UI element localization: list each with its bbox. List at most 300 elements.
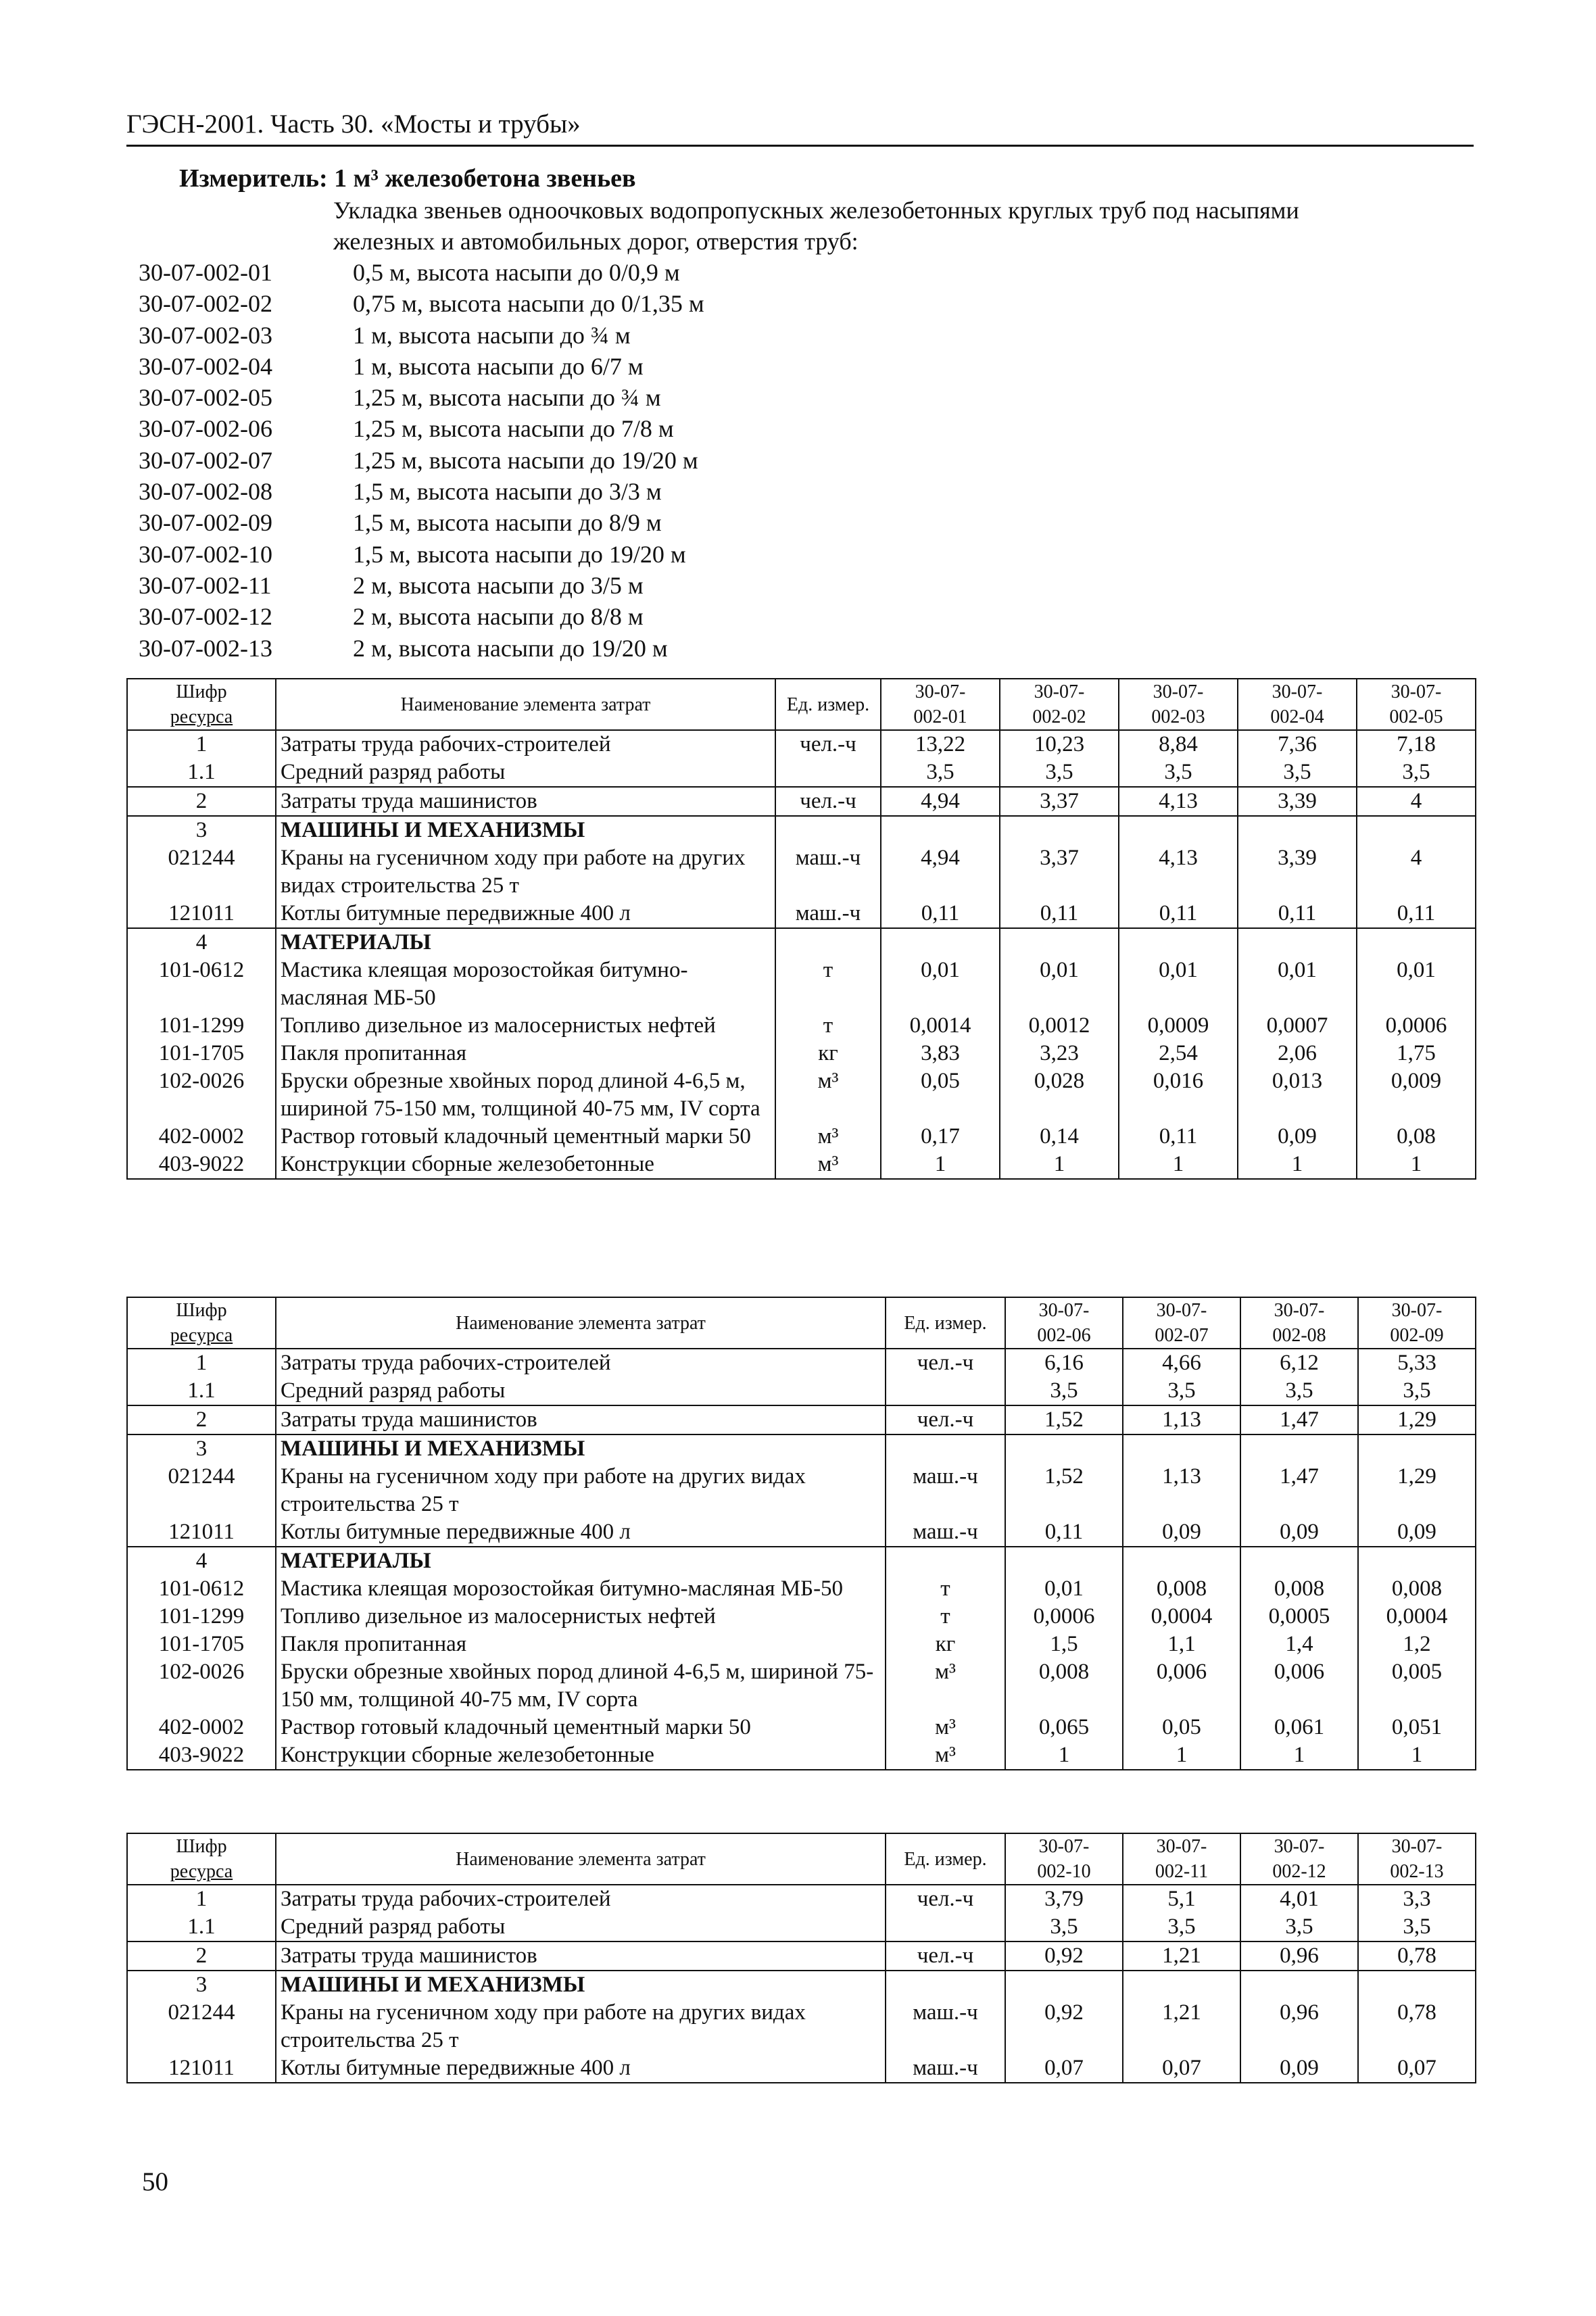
resource-code-cell: 101-1299 <box>127 1603 276 1631</box>
norm-value-cell: 3,5 <box>1119 758 1238 787</box>
norm-column-code-line2: 002-01 <box>913 706 967 727</box>
norm-value-cell: 3,23 <box>1000 1040 1119 1067</box>
norm-value-cell: 0,11 <box>1119 1123 1238 1151</box>
norm-value-cell: 1,75 <box>1357 1040 1476 1067</box>
header-code-line1: Шифр <box>176 681 227 702</box>
norm-table-3 <box>126 1833 1476 2083</box>
norm-value-cell: 3,39 <box>1238 844 1357 900</box>
norm-value-cell: 0,09 <box>1240 2054 1358 2083</box>
norm-value-cell: 0,006 <box>1123 1658 1240 1714</box>
norm-value-cell: 1,21 <box>1123 1999 1240 2054</box>
table-row <box>127 957 1476 1012</box>
norm-value-cell: 1 <box>1119 1151 1238 1179</box>
norm-column-code-line2: 002-08 <box>1272 1325 1326 1346</box>
norm-item-code: 30-07-002-08 <box>139 478 272 506</box>
norm-value-cell: 0,11 <box>881 900 1000 928</box>
table-row <box>127 1151 1476 1179</box>
resource-code-cell: 403-9022 <box>127 1741 276 1770</box>
norm-value-cell: 3,37 <box>1000 787 1119 816</box>
norm-item-code: 30-07-002-05 <box>139 384 272 412</box>
norm-value-cell: 0,96 <box>1240 1941 1358 1971</box>
norm-value-cell: 1,52 <box>1005 1405 1123 1434</box>
unit-cell: кг <box>775 1040 881 1067</box>
table-row <box>127 1941 1476 1971</box>
norm-value-cell: 3,5 <box>1123 1913 1240 1941</box>
norm-value-cell: 1 <box>1358 1741 1476 1770</box>
norm-column-code-line2: 002-09 <box>1390 1325 1444 1346</box>
norm-value-cell: 2,54 <box>1119 1040 1238 1067</box>
resource-code-cell: 121011 <box>127 2054 276 2083</box>
cost-element-name-cell: Средний разряд работы <box>276 1377 886 1405</box>
resource-code-cell: 101-0612 <box>127 1575 276 1603</box>
header-norm-column <box>1119 679 1238 730</box>
norm-item <box>139 351 815 382</box>
cost-element-name-cell: Топливо дизельное из малосернистых нефтей <box>276 1603 886 1631</box>
norm-table-1 <box>126 678 1476 1180</box>
resource-code-cell: 101-1705 <box>127 1040 276 1067</box>
norm-value-cell: 0,065 <box>1005 1714 1123 1741</box>
header-cost-element-name: Наименование элемента затрат <box>276 1297 886 1349</box>
cost-element-name-cell: Средний разряд работы <box>276 1913 886 1941</box>
norm-value-cell <box>1240 1971 1358 1999</box>
norm-value-cell: 3,5 <box>1238 758 1357 787</box>
norm-column-code-line1: 30-07- <box>1038 1300 1090 1321</box>
header-norm-column <box>1123 1297 1240 1349</box>
norm-value-cell: 5,33 <box>1358 1349 1476 1377</box>
norm-column-code-line1: 30-07- <box>1272 681 1323 702</box>
header-cost-element-name: Наименование элемента затрат <box>276 1833 886 1885</box>
norm-column-code-line2: 002-12 <box>1272 1861 1326 1882</box>
table-row <box>127 928 1476 957</box>
cost-element-name-cell: Бруски обрезные хвойных пород длиной 4-6,5 м, шириной 75-150 мм, толщиной 40-75 мм, IV сорта <box>276 1658 886 1714</box>
norm-value-cell: 0,07 <box>1123 2054 1240 2083</box>
norm-value-cell: 0,0009 <box>1119 1012 1238 1040</box>
unit-cell: м³ <box>775 1123 881 1151</box>
resource-code-cell: 403-9022 <box>127 1151 276 1179</box>
cost-element-name-cell: Конструкции сборные железобетонные <box>276 1741 886 1770</box>
norm-value-cell: 0,008 <box>1005 1658 1123 1714</box>
table-row <box>127 787 1476 816</box>
resource-code-cell: 101-1705 <box>127 1631 276 1658</box>
norm-column-code-line1: 30-07- <box>1156 1300 1207 1321</box>
resource-code-cell: 1.1 <box>127 758 276 787</box>
norm-value-cell: 0,92 <box>1005 1941 1123 1971</box>
resource-code-cell: 2 <box>127 787 276 816</box>
norm-item <box>139 320 815 351</box>
norm-value-cell <box>1005 1547 1123 1575</box>
unit-cell <box>775 758 881 787</box>
norm-value-cell: 1,21 <box>1123 1941 1240 1971</box>
norm-value-cell: 0,013 <box>1238 1067 1357 1123</box>
unit-cell: кг <box>886 1631 1005 1658</box>
cost-element-name-cell: МАТЕРИАЛЫ <box>276 1547 886 1575</box>
description-line-1: Укладка звеньев одноочковых водопропускных железобетонных круглых труб под насыпями <box>333 197 1299 224</box>
cost-element-name-cell: МАШИНЫ И МЕХАНИЗМЫ <box>276 1971 886 1999</box>
norm-value-cell: 0,11 <box>1000 900 1119 928</box>
unit-cell: м³ <box>886 1741 1005 1770</box>
unit-cell: чел.-ч <box>775 787 881 816</box>
norm-value-cell: 3,3 <box>1358 1885 1476 1913</box>
norm-item-text: 2 м, высота насыпи до 8/8 м <box>353 603 644 631</box>
norm-value-cell <box>1005 1434 1123 1463</box>
norm-value-cell: 0,78 <box>1358 1941 1476 1971</box>
norm-column-code-line2: 002-07 <box>1155 1325 1209 1346</box>
norm-column-code-line1: 30-07- <box>1038 1836 1090 1857</box>
resource-code-cell: 1.1 <box>127 1913 276 1941</box>
norm-column-code-line1: 30-07- <box>1156 1836 1207 1857</box>
resource-code-cell: 021244 <box>127 1463 276 1518</box>
unit-cell: м³ <box>775 1067 881 1123</box>
norm-value-cell: 1 <box>1238 1151 1357 1179</box>
norm-table-2 <box>126 1297 1476 1770</box>
page-number: 50 <box>142 2167 168 2196</box>
cost-element-name-cell: Краны на гусеничном ходу при работе на других видах строительства 25 т <box>276 844 775 900</box>
header-norm-column <box>1358 1833 1476 1885</box>
header-code-line2: ресурса <box>170 1861 233 1882</box>
norm-value-cell: 0,05 <box>881 1067 1000 1123</box>
resource-code-cell: 102-0026 <box>127 1067 276 1123</box>
norm-value-cell: 0,09 <box>1240 1518 1358 1547</box>
cost-element-name-cell: Затраты труда рабочих-строителей <box>276 730 775 758</box>
cost-element-name-cell: Затраты труда машинистов <box>276 1405 886 1434</box>
work-description <box>333 195 1476 257</box>
document-title: ГЭСН-2001. Часть 30. «Мосты и трубы» <box>126 110 581 139</box>
norm-value-cell: 3,5 <box>1357 758 1476 787</box>
norm-table-1-body <box>127 730 1476 1179</box>
norm-value-cell <box>881 816 1000 844</box>
norm-value-cell: 0,008 <box>1358 1575 1476 1603</box>
norm-value-cell: 1,47 <box>1240 1405 1358 1434</box>
table-row <box>127 1434 1476 1463</box>
header-norm-column <box>1240 1833 1358 1885</box>
cost-element-name-cell: МАШИНЫ И МЕХАНИЗМЫ <box>276 816 775 844</box>
norm-value-cell: 0,009 <box>1357 1067 1476 1123</box>
norm-item-text: 1 м, высота насыпи до ¾ м <box>353 321 631 349</box>
header-norm-column <box>1238 679 1357 730</box>
description-line-2: железных и автомобильных дорог, отверстия труб: <box>333 228 859 255</box>
resource-code-cell: 021244 <box>127 1999 276 2054</box>
norm-item-text: 1,25 м, высота насыпи до ¾ м <box>353 384 661 412</box>
norm-value-cell: 0,0014 <box>881 1012 1000 1040</box>
cost-element-name-cell: Котлы битумные передвижные 400 л <box>276 900 775 928</box>
norm-value-cell: 0,0006 <box>1357 1012 1476 1040</box>
unit-cell <box>886 1971 1005 1999</box>
resource-code-cell: 1 <box>127 730 276 758</box>
norm-item <box>139 539 815 570</box>
norm-value-cell: 0,07 <box>1358 2054 1476 2083</box>
resource-code-cell: 1 <box>127 1349 276 1377</box>
header-code-line1: Шифр <box>176 1300 227 1321</box>
unit-cell: т <box>775 1012 881 1040</box>
table-row <box>127 730 1476 758</box>
cost-element-name-cell: Затраты труда машинистов <box>276 787 775 816</box>
norm-value-cell: 0,11 <box>1119 900 1238 928</box>
norm-column-code-line2: 002-04 <box>1270 706 1324 727</box>
norm-value-cell <box>1358 1971 1476 1999</box>
norm-value-cell: 3,5 <box>1005 1377 1123 1405</box>
norm-value-cell: 0,051 <box>1358 1714 1476 1741</box>
norm-item-code: 30-07-002-13 <box>139 634 272 662</box>
cost-element-name-cell: Затраты труда рабочих-строителей <box>276 1885 886 1913</box>
table-row <box>127 1999 1476 2054</box>
unit-cell: м³ <box>886 1658 1005 1714</box>
norm-value-cell: 0,92 <box>1005 1999 1123 2054</box>
norm-value-cell: 0,11 <box>1238 900 1357 928</box>
norm-value-cell: 1 <box>1123 1741 1240 1770</box>
header-code-line2: ресурса <box>170 1325 233 1346</box>
unit-cell <box>886 1913 1005 1941</box>
norm-value-cell: 0,11 <box>1005 1518 1123 1547</box>
header-resource-code <box>127 1297 276 1349</box>
norm-value-cell <box>1357 816 1476 844</box>
resource-code-cell: 021244 <box>127 844 276 900</box>
table-row <box>127 900 1476 928</box>
header-code-line1: Шифр <box>176 1836 227 1857</box>
cost-element-name-cell: Мастика клеящая морозостойкая битумно-масляная МБ-50 <box>276 1575 886 1603</box>
unit-cell: м³ <box>886 1714 1005 1741</box>
norm-item <box>139 382 815 413</box>
table-row <box>127 758 1476 787</box>
resource-code-cell: 402-0002 <box>127 1123 276 1151</box>
norm-column-code-line1: 30-07- <box>1274 1300 1325 1321</box>
norm-value-cell: 0,0004 <box>1123 1603 1240 1631</box>
norm-item-code: 30-07-002-09 <box>139 509 272 537</box>
norm-value-cell <box>1000 816 1119 844</box>
norm-value-cell: 0,0007 <box>1238 1012 1357 1040</box>
unit-cell: т <box>886 1603 1005 1631</box>
norm-value-cell <box>881 928 1000 957</box>
norm-value-cell: 0,028 <box>1000 1067 1119 1123</box>
unit-cell: чел.-ч <box>886 1349 1005 1377</box>
header-unit: Ед. измер. <box>886 1297 1005 1349</box>
norm-value-cell <box>1238 816 1357 844</box>
norm-value-cell: 0,005 <box>1358 1658 1476 1714</box>
norm-value-cell: 1,29 <box>1358 1405 1476 1434</box>
cost-element-name-cell: Пакля пропитанная <box>276 1631 886 1658</box>
norm-value-cell: 6,12 <box>1240 1349 1358 1377</box>
resource-code-cell: 3 <box>127 816 276 844</box>
norm-item <box>139 257 815 288</box>
norm-value-cell: 5,1 <box>1123 1885 1240 1913</box>
norm-table-3-header <box>127 1833 1476 1885</box>
resource-code-cell: 3 <box>127 1434 276 1463</box>
norm-value-cell <box>1358 1434 1476 1463</box>
norm-value-cell: 1,52 <box>1005 1463 1123 1518</box>
norm-value-cell: 10,23 <box>1000 730 1119 758</box>
norm-value-cell: 1,4 <box>1240 1631 1358 1658</box>
norm-item-text: 1,5 м, высота насыпи до 3/3 м <box>353 478 662 506</box>
norm-item-code: 30-07-002-04 <box>139 352 272 380</box>
norm-column-code-line1: 30-07- <box>1391 681 1442 702</box>
norm-table-2-header <box>127 1297 1476 1349</box>
page-header <box>126 108 1474 147</box>
norm-value-cell: 0,14 <box>1000 1123 1119 1151</box>
measure-unit-line: Измеритель: 1 м³ железобетона звеньев <box>179 164 636 193</box>
table-row <box>127 1631 1476 1658</box>
norm-value-cell: 0,78 <box>1358 1999 1476 2054</box>
norm-table-3-body <box>127 1885 1476 2083</box>
table-row <box>127 1658 1476 1714</box>
unit-cell: чел.-ч <box>886 1405 1005 1434</box>
unit-cell: м³ <box>775 1151 881 1179</box>
norm-column-code-line1: 30-07- <box>1391 1836 1443 1857</box>
table-row <box>127 1603 1476 1631</box>
cost-element-name-cell: МАШИНЫ И МЕХАНИЗМЫ <box>276 1434 886 1463</box>
norm-value-cell: 7,36 <box>1238 730 1357 758</box>
table-row <box>127 1377 1476 1405</box>
norm-value-cell <box>1123 1971 1240 1999</box>
norm-item-text: 1,25 м, высота насыпи до 7/8 м <box>353 415 674 443</box>
norm-value-cell: 3,5 <box>1000 758 1119 787</box>
header-norm-column <box>1005 1297 1123 1349</box>
norm-value-cell: 0,01 <box>1238 957 1357 1012</box>
norm-value-cell: 1,29 <box>1358 1463 1476 1518</box>
norm-value-cell: 1 <box>1005 1741 1123 1770</box>
norm-value-cell: 4,13 <box>1119 844 1238 900</box>
norm-item <box>139 507 815 538</box>
resource-code-cell: 2 <box>127 1405 276 1434</box>
header-cost-element-name: Наименование элемента затрат <box>276 679 775 730</box>
table-row <box>127 844 1476 900</box>
norm-item-code: 30-07-002-06 <box>139 415 272 443</box>
table-row <box>127 1575 1476 1603</box>
norm-value-cell <box>1238 928 1357 957</box>
norm-item-text: 1,25 м, высота насыпи до 19/20 м <box>353 446 698 474</box>
norm-value-cell: 3,5 <box>1005 1913 1123 1941</box>
table-row <box>127 1547 1476 1575</box>
cost-element-name-cell: Топливо дизельное из малосернистых нефтей <box>276 1012 775 1040</box>
norm-value-cell: 7,18 <box>1357 730 1476 758</box>
norm-value-cell: 1,1 <box>1123 1631 1240 1658</box>
norm-value-cell: 0,96 <box>1240 1999 1358 2054</box>
norm-item-text: 2 м, высота насыпи до 19/20 м <box>353 634 668 662</box>
norm-value-cell <box>1123 1434 1240 1463</box>
norm-item-code: 30-07-002-01 <box>139 259 272 286</box>
table-header-row <box>127 679 1476 730</box>
norm-value-cell: 8,84 <box>1119 730 1238 758</box>
norm-value-cell: 2,06 <box>1238 1040 1357 1067</box>
norm-column-code-line1: 30-07- <box>1274 1836 1325 1857</box>
norm-value-cell: 1,13 <box>1123 1405 1240 1434</box>
table-row <box>127 1518 1476 1547</box>
norm-value-cell: 3,5 <box>1358 1377 1476 1405</box>
norm-value-cell: 3,5 <box>1358 1913 1476 1941</box>
cost-element-name-cell: Затраты труда машинистов <box>276 1941 886 1971</box>
norm-value-cell <box>1357 928 1476 957</box>
norm-value-cell: 0,01 <box>881 957 1000 1012</box>
norm-value-cell: 3,5 <box>1240 1913 1358 1941</box>
norm-value-cell: 0,016 <box>1119 1067 1238 1123</box>
norm-value-cell: 0,008 <box>1240 1575 1358 1603</box>
norm-value-cell: 0,07 <box>1005 2054 1123 2083</box>
norm-items-list <box>139 257 815 664</box>
cost-element-name-cell: Раствор готовый кладочный цементный марки 50 <box>276 1123 775 1151</box>
norm-item-text: 0,5 м, высота насыпи до 0/0,9 м <box>353 259 680 286</box>
norm-value-cell: 0,01 <box>1005 1575 1123 1603</box>
resource-code-cell: 121011 <box>127 900 276 928</box>
norm-value-cell: 0,0006 <box>1005 1603 1123 1631</box>
norm-item-code: 30-07-002-10 <box>139 540 272 568</box>
unit-cell: маш.-ч <box>886 1518 1005 1547</box>
norm-item <box>139 633 815 664</box>
unit-cell: маш.-ч <box>886 1999 1005 2054</box>
norm-value-cell <box>1358 1547 1476 1575</box>
norm-item <box>139 570 815 601</box>
unit-cell: чел.-ч <box>886 1885 1005 1913</box>
norm-value-cell: 6,16 <box>1005 1349 1123 1377</box>
norm-item-code: 30-07-002-03 <box>139 321 272 349</box>
norm-value-cell: 4 <box>1357 787 1476 816</box>
norm-value-cell: 0,09 <box>1123 1518 1240 1547</box>
header-unit: Ед. измер. <box>775 679 881 730</box>
table-row <box>127 1012 1476 1040</box>
unit-cell <box>886 1547 1005 1575</box>
unit-cell: маш.-ч <box>886 1463 1005 1518</box>
norm-value-cell: 1 <box>1000 1151 1119 1179</box>
norm-value-cell: 0,0004 <box>1358 1603 1476 1631</box>
norm-value-cell: 0,17 <box>881 1123 1000 1151</box>
header-norm-column <box>1240 1297 1358 1349</box>
norm-column-code-line1: 30-07- <box>915 681 966 702</box>
cost-element-name-cell: Котлы битумные передвижные 400 л <box>276 1518 886 1547</box>
unit-cell: чел.-ч <box>886 1941 1005 1971</box>
cost-element-name-cell: Краны на гусеничном ходу при работе на других видах строительства 25 т <box>276 1999 886 2054</box>
cost-element-name-cell: Раствор готовый кладочный цементный марки 50 <box>276 1714 886 1741</box>
norm-column-code-line1: 30-07- <box>1153 681 1204 702</box>
header-norm-column <box>1123 1833 1240 1885</box>
norm-value-cell: 0,01 <box>1357 957 1476 1012</box>
norm-value-cell: 0,0005 <box>1240 1603 1358 1631</box>
norm-column-code-line2: 002-05 <box>1389 706 1443 727</box>
norm-item <box>139 476 815 507</box>
norm-value-cell <box>1000 928 1119 957</box>
norm-value-cell <box>1005 1971 1123 1999</box>
resource-code-cell: 2 <box>127 1941 276 1971</box>
resource-code-cell: 1.1 <box>127 1377 276 1405</box>
norm-value-cell: 1 <box>1240 1741 1358 1770</box>
norm-value-cell: 0,01 <box>1119 957 1238 1012</box>
unit-cell <box>886 1377 1005 1405</box>
norm-item <box>139 288 815 319</box>
norm-item-text: 1 м, высота насыпи до 6/7 м <box>353 352 644 380</box>
norm-value-cell: 0,09 <box>1358 1518 1476 1547</box>
cost-element-name-cell: Бруски обрезные хвойных пород длиной 4-6,5 м, шириной 75-150 мм, толщиной 40-75 мм, IV сорта <box>276 1067 775 1123</box>
norm-column-code-line2: 002-10 <box>1037 1861 1091 1882</box>
table-row <box>127 1913 1476 1941</box>
cost-element-name-cell: Затраты труда рабочих-строителей <box>276 1349 886 1377</box>
table-row <box>127 1463 1476 1518</box>
norm-value-cell: 1 <box>1357 1151 1476 1179</box>
norm-value-cell: 3,5 <box>1123 1377 1240 1405</box>
norm-value-cell: 3,37 <box>1000 844 1119 900</box>
norm-value-cell: 0,008 <box>1123 1575 1240 1603</box>
norm-value-cell: 4,94 <box>881 844 1000 900</box>
norm-item <box>139 601 815 632</box>
norm-value-cell: 3,5 <box>881 758 1000 787</box>
norm-value-cell: 13,22 <box>881 730 1000 758</box>
cost-element-name-cell: Краны на гусеничном ходу при работе на других видах строительства 25 т <box>276 1463 886 1518</box>
table-row <box>127 816 1476 844</box>
norm-value-cell: 0,11 <box>1357 900 1476 928</box>
norm-value-cell: 3,5 <box>1240 1377 1358 1405</box>
cost-element-name-cell: Средний разряд работы <box>276 758 775 787</box>
norm-table-1-header <box>127 679 1476 730</box>
cost-element-name-cell: МАТЕРИАЛЫ <box>276 928 775 957</box>
norm-value-cell: 1 <box>881 1151 1000 1179</box>
norm-value-cell <box>1123 1547 1240 1575</box>
norm-column-code-line1: 30-07- <box>1391 1300 1443 1321</box>
table-row <box>127 1971 1476 1999</box>
